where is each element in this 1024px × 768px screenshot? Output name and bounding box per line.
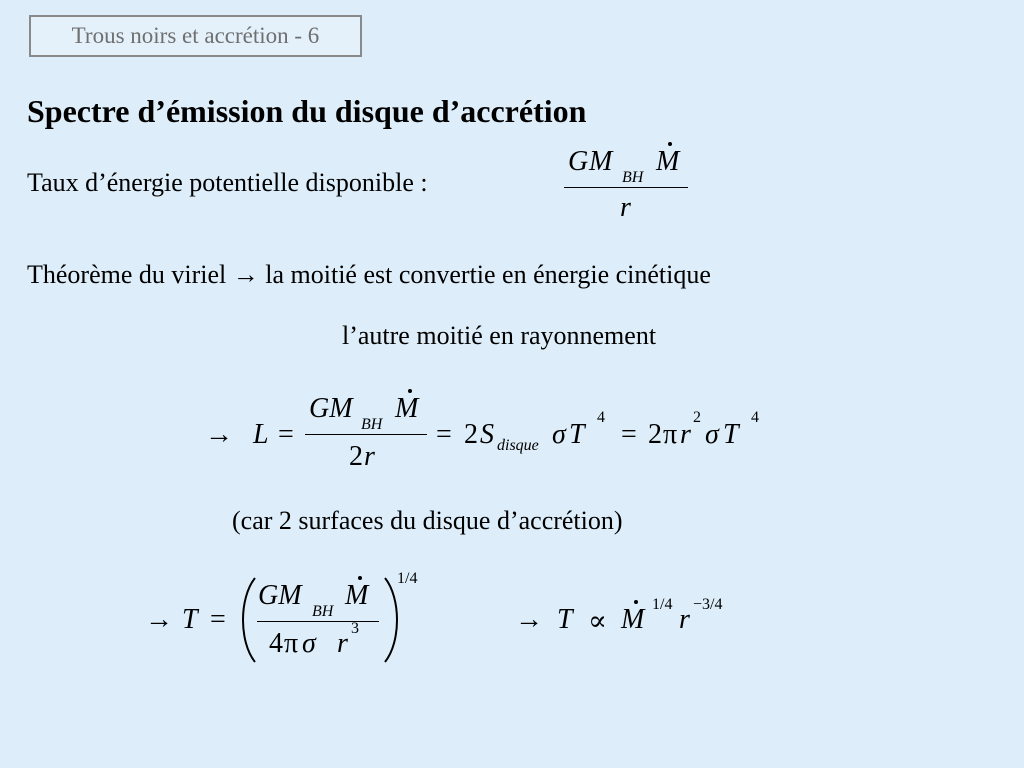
temperature-num-GM: GM <box>258 580 302 611</box>
proportional-equation <box>515 590 755 650</box>
proportional-symbol: ∝ <box>588 606 607 637</box>
temperature-den-r: r <box>337 628 348 659</box>
surfaces-note: (car 2 surfaces du disque d’accrétion) <box>232 506 623 535</box>
potential-den-r: r <box>620 192 631 223</box>
luminosity-T-a: T <box>569 419 585 450</box>
luminosity-S: S <box>480 419 494 450</box>
left-paren-icon <box>237 576 259 664</box>
temperature-arrow: → <box>145 604 173 635</box>
potential-fraction-bar <box>564 187 688 188</box>
luminosity-two-a: 2 <box>464 419 478 450</box>
luminosity-T-b: T <box>723 419 739 450</box>
temperature-num-mdot: M <box>345 580 369 611</box>
luminosity-two-b: 2 <box>648 419 662 450</box>
temperature-den-pi: π <box>284 628 299 659</box>
temperature-mdot-dot <box>358 576 362 580</box>
virial-line-2: l’autre moitié en rayonnement <box>342 321 657 350</box>
proportional-mdot: M <box>621 604 645 635</box>
temperature-eq: = <box>210 604 226 635</box>
right-paren-icon <box>381 576 403 664</box>
temperature-fraction-bar <box>257 621 379 622</box>
luminosity-num-GM: GM <box>309 393 353 424</box>
potential-label: Taux d’énergie potentielle disponible : <box>27 168 428 197</box>
potential-num-G: G <box>568 146 589 177</box>
proportional-exp-m: 1/4 <box>652 596 673 613</box>
luminosity-fraction-bar <box>305 434 427 435</box>
potential-num-M: M <box>589 146 613 177</box>
luminosity-exp-b: 4 <box>751 409 759 426</box>
luminosity-den-r: r <box>364 441 375 472</box>
slide-title: Spectre d’émission du disque d’accrétion <box>27 93 587 129</box>
temperature-den-four: 4 <box>269 628 283 659</box>
luminosity-num-mdot: M <box>395 393 419 424</box>
proportional-mdot-dot <box>634 600 638 604</box>
mdot-dot <box>668 142 672 146</box>
luminosity-eq-1: = <box>278 419 294 450</box>
potential-fraction <box>560 140 700 230</box>
luminosity-pi: π <box>663 419 678 450</box>
luminosity-eq-2: = <box>436 419 452 450</box>
proportional-arrow: → <box>515 604 543 635</box>
temperature-power: 1/4 <box>397 570 418 587</box>
temperature-equation <box>145 568 445 668</box>
luminosity-sigma-b: σ <box>705 419 719 450</box>
luminosity-r-exp: 2 <box>693 409 701 426</box>
luminosity-arrow: → <box>205 419 233 450</box>
luminosity-eq-3: = <box>621 419 637 450</box>
temperature-T: T <box>182 604 198 635</box>
luminosity-num-sub: BH <box>361 416 383 433</box>
proportional-T: T <box>557 604 573 635</box>
temperature-num-sub: BH <box>312 603 334 620</box>
luminosity-r: r <box>680 419 691 450</box>
potential-num-mdot: M <box>656 146 680 177</box>
potential-num-sub: BH <box>622 169 644 186</box>
temperature-den-exp: 3 <box>351 620 359 637</box>
luminosity-sigma-a: σ <box>552 419 566 450</box>
luminosity-exp-a: 4 <box>597 409 605 426</box>
luminosity-L: L <box>253 419 269 450</box>
luminosity-mdot-dot <box>408 389 412 393</box>
luminosity-equation <box>205 393 785 483</box>
proportional-r: r <box>679 604 690 635</box>
slide-tag: Trous noirs et accrétion - 6 <box>29 15 362 57</box>
virial-line-1: Théorème du viriel → la moitié est convertie en énergie cinétique <box>27 260 711 289</box>
luminosity-den-two: 2 <box>349 441 363 472</box>
luminosity-S-sub: disque <box>497 437 539 454</box>
temperature-den-sigma: σ <box>302 628 316 659</box>
proportional-exp-r: −3/4 <box>693 596 723 613</box>
